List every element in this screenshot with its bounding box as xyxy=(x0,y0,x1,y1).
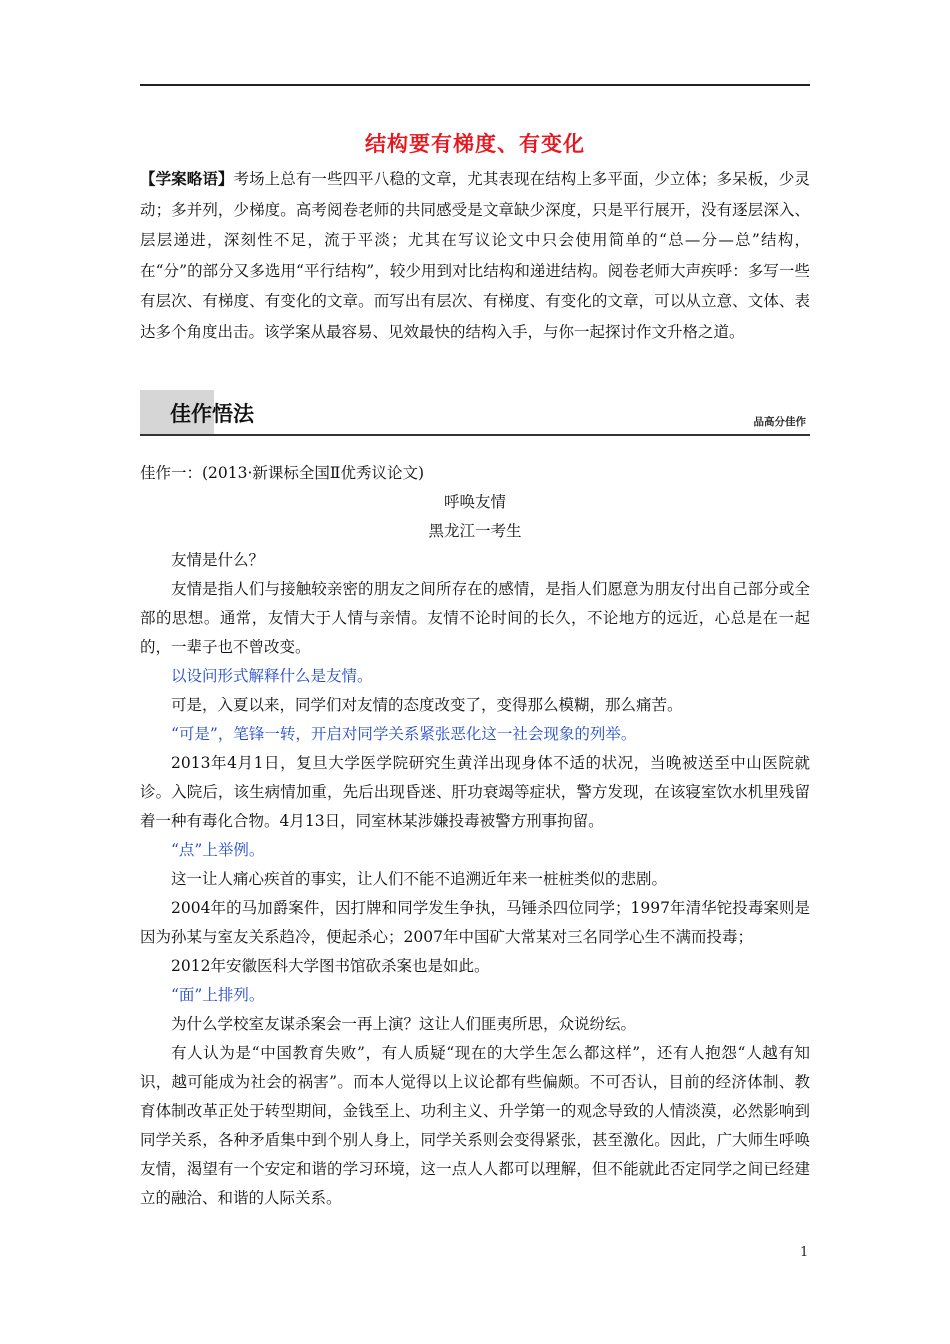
annotation-note: 以设问形式解释什么是友情。 xyxy=(171,667,373,685)
essay-paragraph: 2013年4月1日，复旦大学医学院研究生黄洋出现身体不适的状况，当晚被送至中山医院就诊。入院后，该生病情加重，先后出现昏迷、肝功衰竭等症状，警方发现，在该寝室饮水机里残留着一种有毒化合物。4月13日，同室林某涉嫌投毒被警方刑事拘留。 xyxy=(140,754,810,830)
essay-paragraph: 友情是什么？ xyxy=(171,551,265,569)
intro-paragraph xyxy=(140,164,810,347)
section-header xyxy=(140,390,810,436)
essay-body xyxy=(140,546,810,1213)
essay-paragraph: 友情是指人们与接触较亲密的朋友之间所存在的感情，是指人们愿意为朋友付出自己部分或全部的思想。通常，友情大于人情与亲情。友情不论时间的长久，不论地方的远近，心总是在一起的，一辈子也不曾改变。 xyxy=(140,580,810,656)
section-title: 佳作悟法 xyxy=(170,402,254,426)
essay-paragraph: 2004年的马加爵案件，因打牌和同学发生争执，马锤杀四位同学；1997年清华铊投毒案则是因为孙某与室友关系趋冷，便起杀心；2007年中国矿大常某对三名同学心生不满而投毒； xyxy=(140,899,810,946)
annotation-note: “可是”，笔锋一转，开启对同学关系紧张恶化这一社会现象的列举。 xyxy=(171,725,637,743)
essay-paragraph: 2012年安徽医科大学图书馆砍杀案也是如此。 xyxy=(171,957,490,975)
intro-text: 考场上总有一些四平八稳的文章，尤其表现在结构上多平面，少立体；多呆板，少灵动；多并列，少梯度。高考阅卷老师的共同感受是文章缺少深度，只是平行展开，没有逐层深入、层层递进，深刻性不足，流于平淡；尤其在写议论文中只会使用简单的“总—分—总”结构，在“分”的部分又多选用“平行结构”，较少用到对比结构和递进结构。阅卷老师大声疾呼：多写一些有层次、有梯度、有变化的文章。而写出有层次、有梯度、有变化的文章，可以从立意、文体、表达多个角度出击。该学案从最容易、见效最快的结构入手，与你一起探讨作文升格之道。 xyxy=(140,170,810,341)
annotation-note: “点”上举例。 xyxy=(171,841,265,859)
section-rule xyxy=(140,434,810,436)
essay-paragraph: 为什么学校室友谋杀案会一再上演？这让人们匪夷所思，众说纷纭。 xyxy=(171,1015,637,1033)
essay-author: 黑龙江一考生 xyxy=(428,522,522,540)
header-rule xyxy=(140,84,810,86)
annotation-note: “面”上排列。 xyxy=(171,986,265,1004)
page-number: 1 xyxy=(800,1245,809,1260)
essay-paragraph: 有人认为是“中国教育失败”，有人质疑“现在的大学生怎么都这样”，还有人抱怨“人越有知识，越可能成为社会的祸害”。而本人觉得以上议论都有些偏颇。不可否认，目前的经济体制、教育体制改革正处于转型期间，金钱至上、功利主义、升学第一的观念导致的人情淡漠，必然影响到同学关系，各种矛盾集中到个别人身上，同学关系则会变得紧张，甚至激化。因此，广大师生呼唤友情，渴望有一个安定和谐的学习环境，这一点人人都可以理解，但不能就此否定同学之间已经建立的融洽、和谐的人际关系。 xyxy=(140,1044,810,1207)
essay-paragraph: 这一让人痛心疾首的事实，让人们不能不追溯近年来一桩桩类似的悲剧。 xyxy=(171,870,668,888)
page-title: 结构要有梯度、有变化 xyxy=(365,132,585,156)
essay xyxy=(140,459,810,1213)
essay-paragraph: 可是，入夏以来，同学们对友情的态度改变了，变得那么模糊，那么痛苦。 xyxy=(171,696,683,714)
essay-title: 呼唤友情 xyxy=(443,493,506,511)
section-subtitle: 品高分佳作 xyxy=(753,416,806,428)
essay-source: 佳作一：(2013·新课标全国Ⅱ优秀议论文) xyxy=(140,464,425,482)
intro-tag: 【学案略语】 xyxy=(140,170,234,188)
